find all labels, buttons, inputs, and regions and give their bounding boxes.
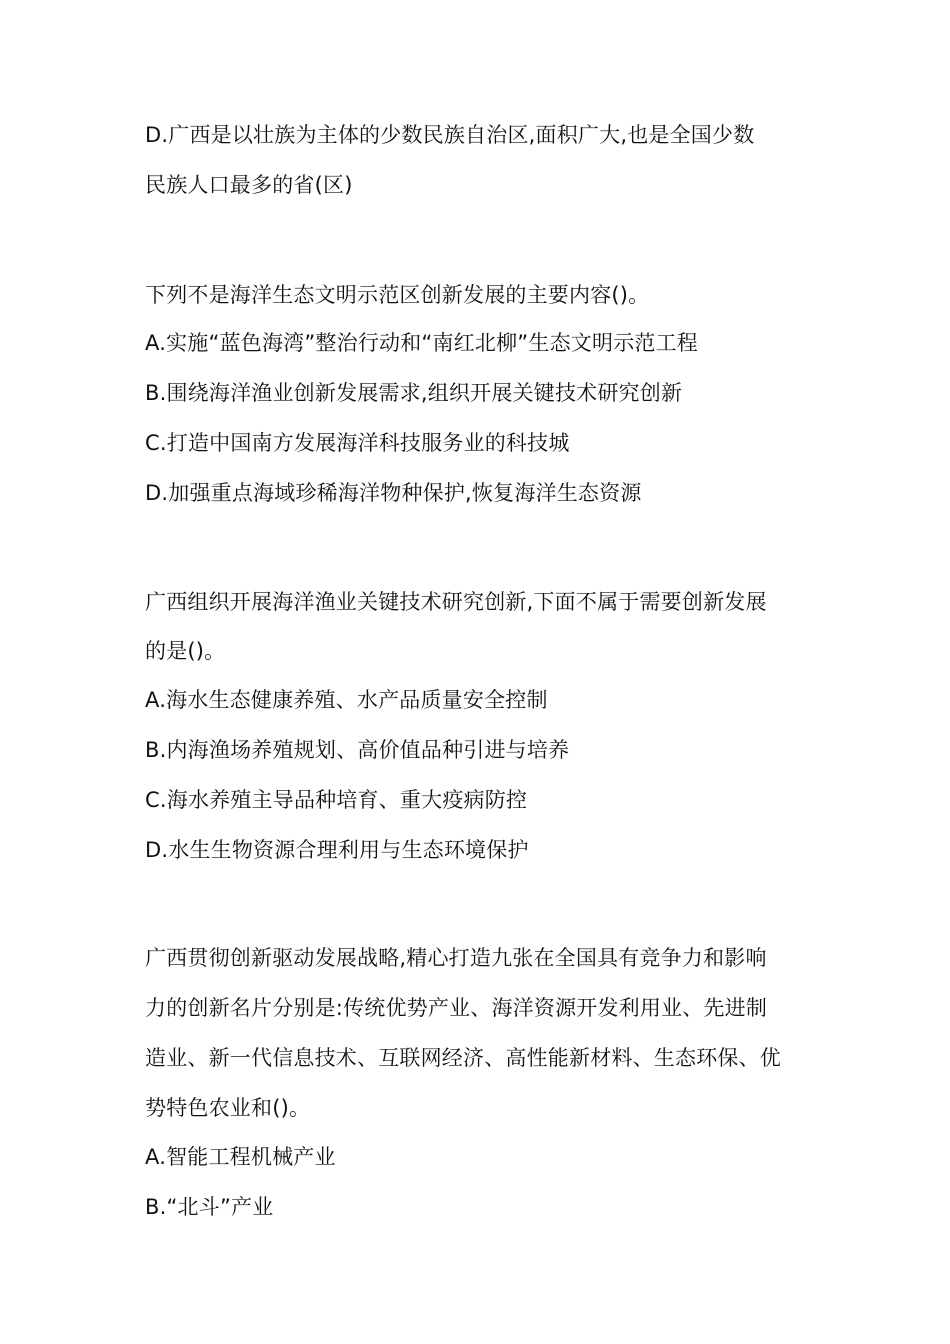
option-b: B.围绕海洋渔业创新发展需求,组织开展关键技术研究创新 (145, 381, 683, 405)
option-a: A.实施“蓝色海湾”整治行动和“南红北柳”生态文明示范工程 (145, 331, 698, 355)
option-a: A.海水生态健康养殖、水产品质量安全控制 (145, 688, 548, 712)
option-a: A.智能工程机械产业 (145, 1145, 336, 1169)
question-text-line-1: 广西贯彻创新驱动发展战略,精心打造九张在全国具有竞争力和影响 (145, 946, 767, 970)
question-text-line-2: 的是()。 (145, 639, 226, 663)
option-c: C.海水养殖主导品种培育、重大疫病防控 (145, 788, 528, 812)
option-d-line-2: 民族人口最多的省(区) (145, 173, 353, 197)
option-c: C.打造中国南方发展海洋科技服务业的科技城 (145, 431, 570, 455)
option-b: B.“北斗”产业 (145, 1195, 274, 1219)
option-d: D.水生生物资源合理利用与生态环境保护 (145, 838, 529, 862)
option-d-line-1: D.广西是以壮族为主体的少数民族自治区,面积广大,也是全国少数 (145, 123, 755, 147)
question-text-line-1: 广西组织开展海洋渔业关键技术研究创新,下面不属于需要创新发展 (145, 590, 767, 614)
question-text-line-3: 造业、新一代信息技术、互联网经济、高性能新材料、生态环保、优 (145, 1046, 781, 1070)
question-text-line-4: 势特色农业和()。 (145, 1096, 311, 1120)
question-text-line-2: 力的创新名片分别是:传统优势产业、海洋资源开发利用业、先进制 (145, 996, 768, 1020)
option-b: B.内海渔场养殖规划、高价值品种引进与培养 (145, 738, 570, 762)
question-text: 下列不是海洋生态文明示范区创新发展的主要内容()。 (145, 283, 650, 307)
option-d: D.加强重点海域珍稀海洋物种保护,恢复海洋生态资源 (145, 481, 642, 505)
